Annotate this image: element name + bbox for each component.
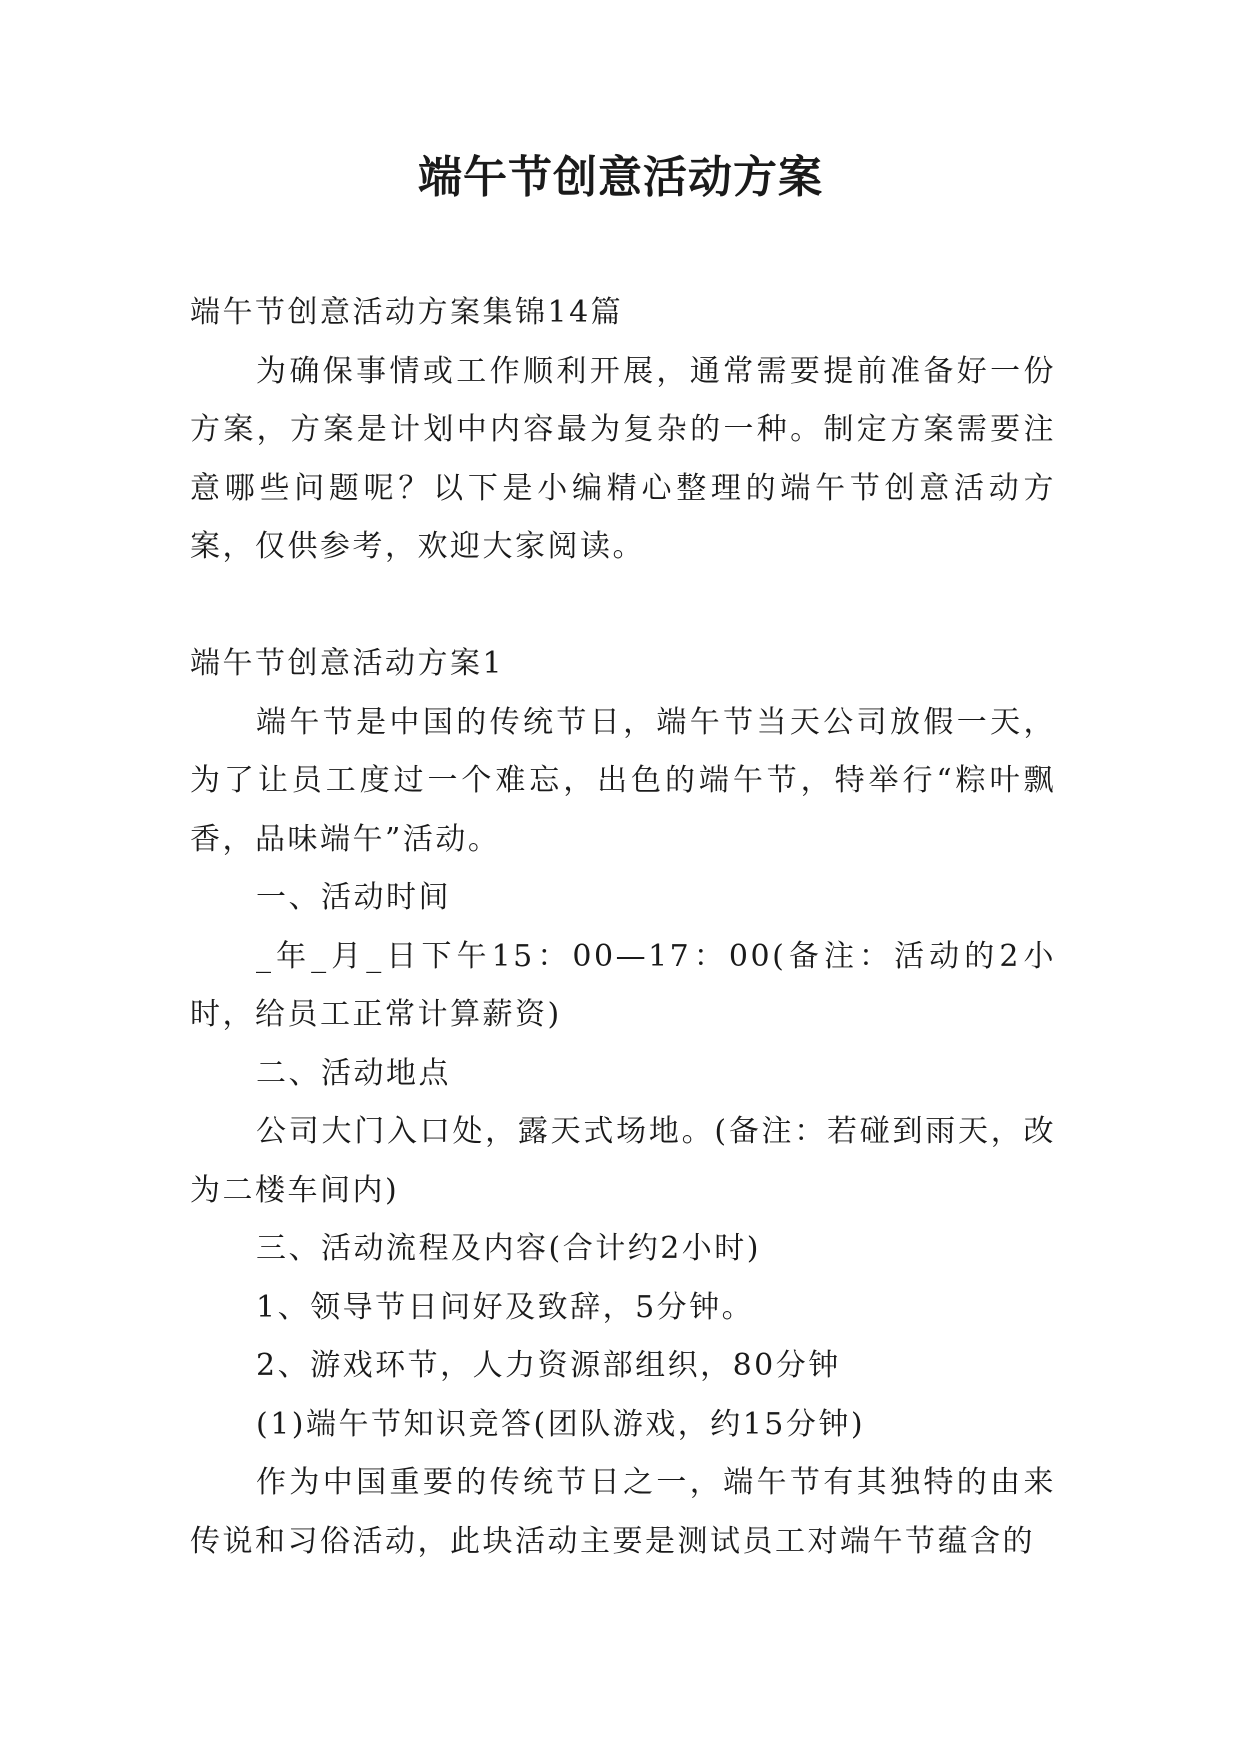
paragraph: 作为中国重要的传统节日之一，端午节有其独特的由来传说和习俗活动，此块活动主要是测试员工对端午节蕴含的 bbox=[190, 1465, 1056, 1559]
paragraph: 三、活动流程及内容(合计约2小时) bbox=[256, 1231, 761, 1266]
section-heading: 端午节创意活动方案1 bbox=[190, 646, 505, 681]
paragraph: 一、活动时间 bbox=[256, 880, 451, 915]
intro-paragraph: 为确保事情或工作顺利开展，通常需要提前准备好一份方案，方案是计划中内容最为复杂的一种。制定方案需要注意哪些问题呢？以下是小编精心整理的端午节创意活动方案，仅供参考，欢迎大家阅读。 bbox=[190, 353, 1056, 564]
paragraph: 端午节是中国的传统节日，端午节当天公司放假一天，为了让员工度过一个难忘，出色的端午节，特举行“粽叶飘香，品味端午”活动。 bbox=[190, 704, 1056, 857]
section-spacer bbox=[190, 577, 1056, 636]
paragraph: _年_月_日下午15：00—17：00(备注：活动的2小时，给员工正常计算薪资) bbox=[190, 938, 1056, 1032]
collection-heading: 端午节创意活动方案集锦14篇 bbox=[190, 295, 624, 330]
paragraph: 2、游戏环节，人力资源部组织，80分钟 bbox=[256, 1348, 841, 1383]
document-body bbox=[190, 284, 1056, 1571]
paragraph: 1、领导节日问好及致辞，5分钟。 bbox=[256, 1289, 755, 1325]
paragraph: 二、活动地点 bbox=[256, 1055, 451, 1091]
paragraph: 公司大门入口处，露天式场地。(备注：若碰到雨天，改为二楼车间内) bbox=[190, 1114, 1056, 1208]
paragraph: (1)端午节知识竞答(团队游戏，约15分钟) bbox=[256, 1406, 866, 1442]
document-title: 端午节创意活动方案 bbox=[418, 152, 823, 203]
